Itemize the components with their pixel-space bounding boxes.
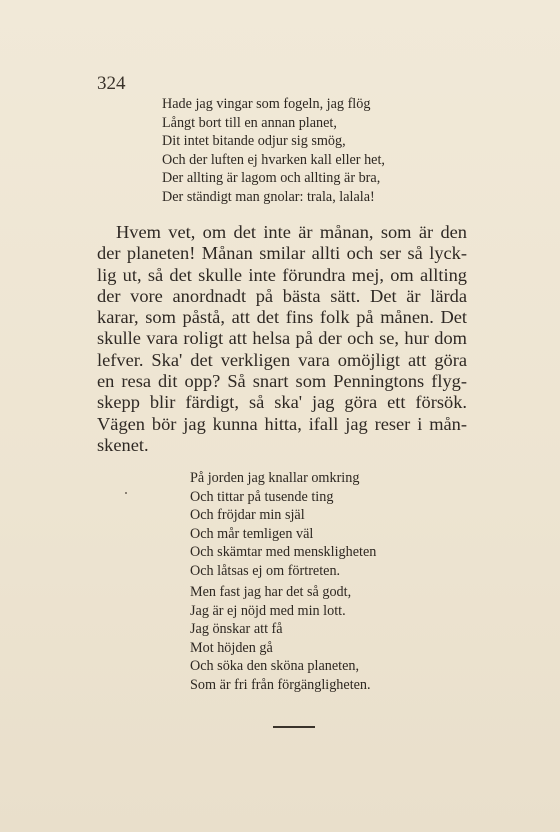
section-divider bbox=[273, 726, 315, 728]
poem-line: På jorden jag knallar omkring bbox=[190, 470, 360, 486]
poem-line: Dit intet bitande odjur sig smög, bbox=[162, 133, 346, 150]
poem-line: Och tittar på tusende ting bbox=[190, 488, 334, 505]
prose-line: skepp blir färdigt, så ska' jag göra ett försök. bbox=[97, 392, 467, 413]
prose-line: lig ut, så det skulle inte förundra mej, om allting bbox=[97, 264, 467, 285]
poem-line: Och söka den sköna planeten, bbox=[190, 658, 360, 675]
poem-line: Jag önskar att få bbox=[190, 621, 283, 638]
poem-line: Som är fri från förgängligheten. bbox=[190, 676, 371, 693]
poem-line: Mot höjden gå bbox=[190, 639, 273, 656]
prose-line: karar, som påstå, att det fins folk på månen. Det bbox=[97, 307, 467, 328]
prose-line: Vägen bör jag kunna hitta, ifall jag reser i mån- bbox=[97, 413, 467, 434]
page-number: 324 bbox=[97, 73, 126, 94]
poem-line: Der allting är lagom och allting är bra, bbox=[162, 170, 381, 187]
prose-paragraph bbox=[97, 222, 467, 456]
prose-line: Hvem vet, om det inte är månan, som är den bbox=[116, 222, 467, 242]
poem-line: Långt bort till en annan planet, bbox=[162, 114, 337, 131]
poem-line: Och fröjdar min själ bbox=[190, 507, 305, 524]
poem-stanza-1 bbox=[162, 95, 385, 207]
prose-line: der vore anordnadt på bästa sätt. Det är lärda bbox=[97, 285, 467, 306]
poem-line: Och låtsas ej om förtreten. bbox=[190, 562, 341, 579]
poem-line: Jag är ej nöjd med min lott. bbox=[190, 602, 346, 619]
poem-line: Och skämtar med menskligheten bbox=[190, 544, 377, 561]
poem-line: Och der luften ej hvarken kall eller het, bbox=[162, 151, 385, 168]
prose-line: der planeten! Månan smilar allti och ser så lyck- bbox=[97, 243, 467, 264]
poem-stanza-2 bbox=[190, 469, 376, 581]
poem-stanza-3 bbox=[190, 583, 371, 695]
prose-line: lefver. Ska' det verkligen vara omöjligt att göra bbox=[97, 349, 467, 370]
poem-line: Der ständigt man gnolar: trala, lalala! bbox=[162, 188, 375, 205]
poem-line: Hade jag vingar som fogeln, jag flög bbox=[162, 96, 371, 112]
poem-line: Och mår temligen väl bbox=[190, 525, 314, 542]
prose-line: skenet. bbox=[97, 434, 149, 455]
prose-line: en resa dit opp? Så snart som Penningtons flyg- bbox=[97, 371, 467, 392]
poem-line: Men fast jag har det så godt, bbox=[190, 584, 352, 600]
prose-line: skulle vara roligt att helsa på der och se, hur dom bbox=[97, 328, 467, 349]
paper-speck bbox=[125, 492, 127, 494]
